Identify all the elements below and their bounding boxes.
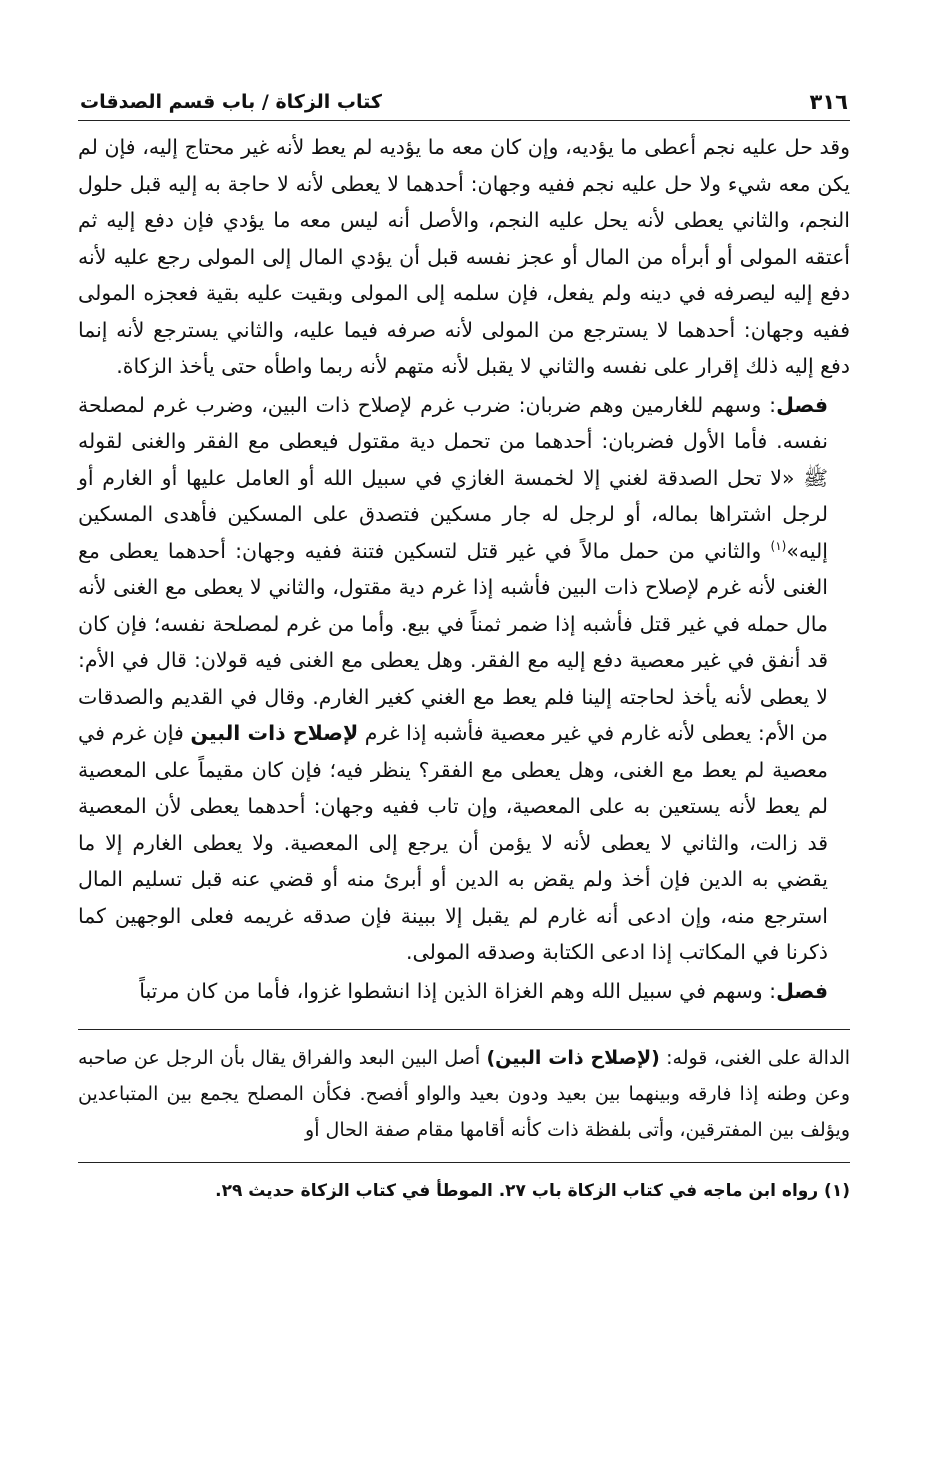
book-page [78,88,850,1205]
paragraph-2-part-b: والثاني من حمل مالاً في غير قتل لتسكين فتنة ففيه وجهان: أحدهما يعطى مع الغنى لأنه غرم لإصلاح ذات البين فأشبه إذا غرم دية مقتول، والثاني لا يعطى مع الغنى لأنه مال حمله في غير قتل فأشبه إذا ضمر ثمناً في بيع. وأما من غرم لمصلحة نفسه؛ فإن كان قد أنفق في غير معصية دفع إليه مع الفقر. وهل يعطى مع الغنى فيه قولان: قال في الأم: لا يعطى لأنه يأخذ لحاجته إلينا فلم يعط مع الغني كغير الغارم. وقال في القديم والصدقات من الأم: يعطى لأنه غارم في غير معصية فأشبه إذا غرم [78,538,829,745]
bold-phrase: لإصلاح ذات البين [190,721,359,745]
footnote-divider [78,1162,850,1163]
paragraph-3-text: : وسهم في سبيل الله وهم الغزاة الذين إذا انشطوا غزوا، فأما من كان مرتباً [139,978,777,1003]
footnote [78,1177,850,1205]
commentary-bold: (لإصلاح ذات البين) [486,1047,660,1069]
footnote-number: (١) [824,1181,850,1201]
paragraph-2 [78,387,850,971]
commentary-pre: الدالة على الغنى، قوله: [659,1047,850,1069]
footnote-text: رواه ابن ماجه في كتاب الزكاة باب ٢٧. الموطأ في كتاب الزكاة حديث ٢٩. [215,1181,825,1201]
commentary-divider [78,1029,850,1030]
paragraph-2-part-a: : وسهم للغارمين وهم ضربان: ضرب غرم لإصلاح ذات البين، وضرب غرم لمصلحة نفسه. فأما الأول فضربان: أحدهما من تحمل دية مقتول فيعطى مع الفقر والغنى لقوله ﷺ «لا تحل الصدقة لغني إلا لخمسة الغازي في سبيل الله أو العامل عليها أو الغارم أو لرجل اشتراها بماله، أو لرجل له جار مسكين فتصدق على المسكين فأهدى المسكين إليه» [78,392,828,563]
chapter-title: كتاب الزكاة / باب قسم الصدقات [80,91,382,113]
paragraph-1: وقد حل عليه نجم أعطى ما يؤديه، وإن كان معه ما يؤديه لم يعط لأنه غير محتاج إليه، فإن لم يكن معه شيء ولا حل عليه نجم ففيه وجهان: أحدهما لا يعطى لأنه لا حاجة به إليه قبل حلول النجم، والثاني يعطى لأنه يحل عليه النجم، والأصل أنه ليس معه ما يؤدي فإن دفع إليه ثم أعتقه المولى أو أبرأه من المال أو عجز نفسه قبل أن يؤدي المال إلى المولى رجع عليه لأنه دفع إليه ليصرفه في دينه ولم يفعل، فإن سلمه إلى المولى وبقيت عليه بقية فعجزه المولى ففيه وجهان: أحدهما لا يسترجع من المولى لأنه صرفه فيما عليه، والثاني يسترجع لأنه إنما دفع إليه ذلك إقرار على نفسه والثاني لا يقبل لأنه متهم لأنه ربما واطأه حتى يأخذ الزكاة. [78,135,850,378]
main-text [78,129,850,1009]
footnote-ref: (١) [770,538,787,553]
commentary-text [78,1040,850,1148]
section-label: فصل [776,392,828,417]
paragraph-2-part-c: فإن غرم في معصية لم يعط مع الغنى، وهل يعطى مع الفقر؟ ينظر فيه؛ فإن كان مقيماً على المعصية لم يعط لأنه يستعين به على المعصية، وإن تاب ففيه وجهان: أحدهما يعطى لأن المعصية قد زالت، والثاني لا يعطى لأنه لا يؤمن أن يرجع إلى المعصية. ولا يعطى الغارم إلا ما يقضي به الدين فإن أخذ ولم يقض به الدين أو أبرئ منه أو قضي عنه قبل تسليم المال استرجع منه، وإن ادعى أنه غارم لم يقبل إلا ببينة فإن صدقه غريمه فعلى الوجهين كما ذكرنا في المكاتب إذا ادعى الكتابة وصدقه المولى. [78,721,828,964]
running-header [78,88,850,121]
paragraph-3 [78,973,850,1010]
section-label: فصل [776,978,828,1003]
commentary-post: أصل البين البعد والفراق يقال بأن الرجل عن صاحبه وعن وطنه إذا فارقه وبينهما بين بعيد ودون بعيد والواو أفصح. فكأن المصلح يجمع بين المتباعدين ويؤلف بين المفترقين، وأتى بلفظة ذات كأنه أقامها مقام صفة الحال أو [78,1047,850,1141]
page-number: ٣١٦ [809,90,848,114]
